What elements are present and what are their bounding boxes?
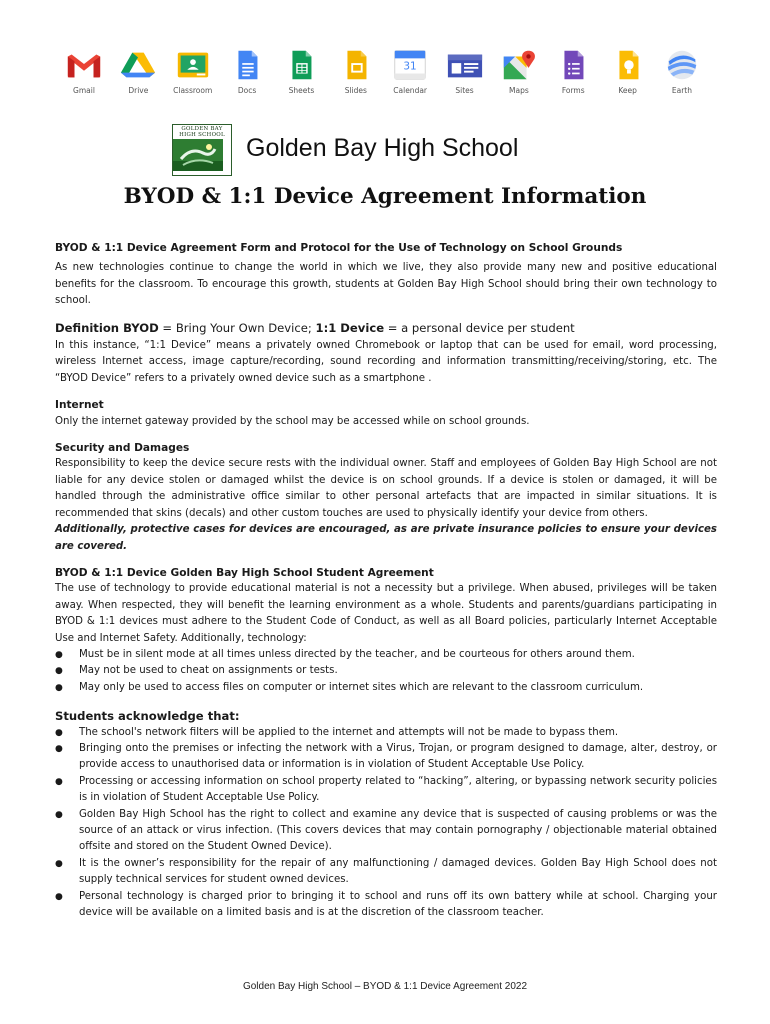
app-label: Keep [618,86,637,95]
list-item: ● Personal technology is charged prior to bringing it to school and runs off its own battery while at school. Charging your device will be available on a limited basis and is at the discretion of the classroom teacher. [55,889,717,922]
app-gmail[interactable] [58,48,110,95]
app-label: Maps [509,86,529,95]
italic-note: Additionally, protective cases for devices are encouraged, as are private insurance policies to ensure your devices are covered. [55,524,717,552]
definition-text: = Bring Your Own Device; [158,320,316,335]
app-calendar[interactable] [384,48,436,95]
definition-text: = a personal device per student [384,320,575,335]
app-label: Classroom [173,86,213,95]
paragraph: Only the internet gateway provided by the school may be accessed while on school grounds. [55,415,530,427]
list-item: ● The school's network filters will be applied to the internet and attempts will not be made to bypass them. [55,725,717,741]
list-item: ● It is the owner’s responsibility for the repair of any malfunctioning / damaged devices. Golden Bay High School does not supply technical services for student owned devices. [55,856,717,889]
app-label: Docs [237,86,257,95]
section-heading: Internet [55,399,104,412]
app-forms[interactable] [547,48,599,95]
google-apps-row [58,48,708,95]
slides-icon [337,48,375,82]
section-heading: BYOD & 1:1 Device Golden Bay High School Student Agreement [55,566,434,579]
earth-icon [663,48,701,82]
keep-icon [609,48,647,82]
page-footer: Golden Bay High School – BYOD & 1:1 Device Agreement 2022 [242,981,528,992]
app-keep[interactable] [602,48,654,95]
app-label: Sites [455,86,474,95]
logo-line2: HIGH SCHOOL [179,132,225,138]
app-label: Sheets [288,86,315,95]
section-heading: Students acknowledge that: [55,709,240,724]
drive-icon [119,48,157,82]
paragraph: As new technologies continue to change the world in which we live, they also provide many new and positive educational benefits for the classroom. To encourage this growth, students at Golden Bay High School should bring their own technology to school. [55,262,717,307]
logo-emblem [173,139,223,171]
list-item: ● May only be used to access files on computer or internet sites which are relevant to the classroom curriculum. [55,680,717,696]
definition-line [55,320,717,336]
app-label: Forms [561,86,585,95]
section-heading: BYOD & 1:1 Device Agreement Form and Protocol for the Use of Technology on School Grounds [55,242,623,254]
list-item: ● Bringing onto the premises or infecting the network with a Virus, Trojan, or program designed to damage, alter, destroy, or provide access to unauthorised data or information is in violation of Student Acceptable Use Policy. [55,741,717,774]
app-classroom[interactable] [167,48,219,95]
paragraph: Responsibility to keep the device secure rests with the individual owner. Staff and employees of Golden Bay High School are not liable for any device stolen or damaged whilst the device is on school grounds. If a device is stolen or damaged, it will be handled through the administrative office similar to other personal artefacts that are impacted in similar situations. It is recommended that skins (decals) and other custom touches are used to physically identify your device from others. [55,458,717,519]
paragraph: The use of technology to provide educational material is not a necessity but a privilege. When abused, privileges will be taken away. When respected, they will benefit the learning environment as a whole. Students and parents/guardians participating in BYOD & 1:1 devices must adhere to the Student Code of Conduct, as well as all Board policies, particularly Internet Acceptable Use and Internet Safety. Additionally, technology: [55,583,717,644]
sites-icon [446,48,484,82]
section-heading: Security and Damages [55,442,190,455]
list-item: ● Must be in silent mode at all times unless directed by the teacher, and be courteous for others around them. [55,647,717,663]
app-label: Gmail [73,86,95,95]
gmail-icon [65,48,103,82]
app-label: Drive [128,86,149,95]
app-sheets[interactable] [275,48,327,95]
app-earth[interactable] [656,48,708,95]
app-drive[interactable] [112,48,164,95]
bullet-list [55,725,717,922]
school-logo [172,124,232,176]
sheets-icon [282,48,320,82]
document-title: BYOD & 1:1 Device Agreement Information [123,184,647,209]
list-item: ● May not be used to cheat on assignments or tests. [55,663,717,679]
definition-term: 1:1 Device [315,320,385,335]
forms-icon [554,48,592,82]
document-body [55,240,717,921]
list-item: ● Golden Bay High School has the right to collect and examine any device that is suspected of causing problems or was the source of an attack or virus infection. (This covers devices that may contain pornography / objectionable material obtained offsite and stored on the Student Owned Device). [55,807,717,856]
app-label: Slides [344,86,367,95]
logo-line1: GOLDEN BAY [181,126,223,132]
app-maps[interactable] [493,48,545,95]
app-label: Calendar [393,86,428,95]
app-label: Earth [671,86,693,95]
calendar-icon [391,48,429,82]
definition-term: Definition BYOD [55,320,159,335]
list-item: ● Processing or accessing information on school property related to “hacking”, altering, or bypassing network security policies is in violation of Student Acceptable Use Policy. [55,774,717,807]
docs-icon [228,48,266,82]
paragraph: In this instance, “1:1 Device” means a privately owned Chromebook or laptop that can be used for email, word processing, wireless Internet access, image capture/recording, sound recording and information transmitting/receiving/storing, etc. The “BYOD Device” refers to a privately owned device such as a smartphone . [55,340,717,384]
bullet-list [55,647,717,696]
school-title: Golden Bay High School [246,134,519,162]
calendar-number: 31 [403,60,417,73]
classroom-icon [174,48,212,82]
app-slides[interactable] [330,48,382,95]
maps-icon [500,48,538,82]
app-sites[interactable] [439,48,491,95]
app-docs[interactable] [221,48,273,95]
